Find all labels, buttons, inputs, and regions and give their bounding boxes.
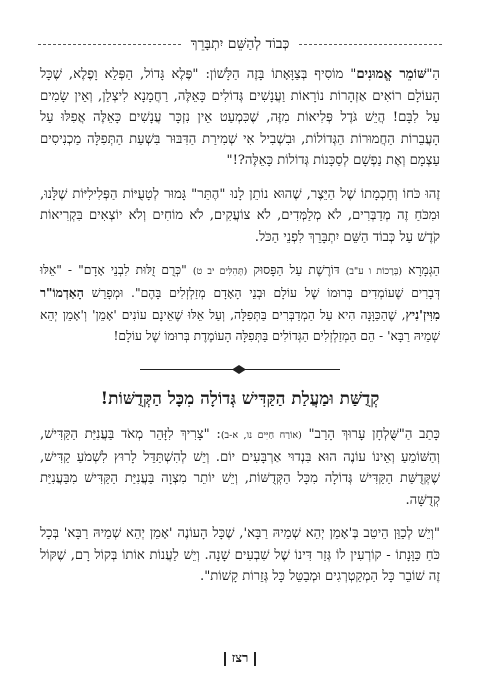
page-body [40, 64, 440, 600]
p3-text-1: דּוֹרֶשֶׁת עַל הַפָּסוּק [247, 263, 346, 277]
p3-text-3: , שֶׁהַכַּוָּנָה הִיא עַל הַמְדַבְּרִים בַּתְּפִלָּה, וְעַל אֵלּוּ שֶׁאֵינָם עוֹנִים 'אָמֵן' וְ'אָמֵן יְהֵא שְׁמֵיהּ רַבָּא' - הֵם הַמְזַלְזְלִים הַגְּדוֹלִים בַּתְּפִלָּה הָעוֹמֶדֶת בְּרוּמוֹ שֶׁל עוֹלָם! [40, 308, 440, 343]
paragraph-1 [40, 64, 440, 172]
p4-lead: כָּתַב הַ"שֻּׁלְחָן עָרוּךְ הָרַב" [301, 427, 440, 442]
p1-quote: " מוֹסִיף בְּצַוָּאָתוֹ בָּזֶה הַלָּשׁוֹן: "פֶּלֶא גָּדוֹל, הַפְּלֵא וָפֶלֶא, שֶׁכָּל הָעוֹלָם רוֹאִים אַזְהָרוֹת נוֹרָאוֹת וַעֲנָשִׁים גְּדוֹלִים כָּאֵלֶּה, רַחֲמָנָא לִיצְלַן, וְאֵין שָׂמִים עַל לִבָּם! הֲיֵשׁ גֹּדֶל פְּלִיאוֹת מִזֶּה, שֶׁכִּמְעַט אֵין נִזְכָּר עֲנָשִׁים כָּאֵלֶּה אֲפִלּוּ עַל הָעֲבֵרוֹת הַחֲמוּרוֹת הַגְּדוֹלוֹת, וּבִשְׁבִיל אִי שְׁמִירַת הַדִּבּוּר בִּשְׁעַת הַתְּפִלָּה מַכְנִיסִים עַצְמָם וְאֶת נַפְשָׁם לְסַכָּנוֹת גְּדוֹלוֹת כָּאֵלֶּה?!" [40, 67, 440, 168]
paragraph-3 [40, 260, 440, 347]
page-number: רצז [231, 651, 249, 666]
page-footer [0, 650, 480, 666]
footer-bar-right [254, 652, 256, 666]
p3-rebbe: הָאַדְמוֹ"ר מִוִּיזְ'נִיץ [40, 285, 440, 322]
paragraph-2: זֶהוּ כֹּחוֹ וְחָכְמָתוֹ שֶׁל הַיֵּצֶר, שֶׁהוּא נוֹתֵן לָנוּ "הֶתֵּר" גָּמוּר לְטָעֻיּוֹת הַפְּלִילִיּוֹת שֶׁלָּנוּ, וּמִכֹּחַ זֶה מְדַבְּרִים, לֹא מְלַמְּדִים, לֹא צוֹעֲקִים, לֹא מוֹחִים וְלֹא יוֹצְאִים בִּקְרִיאוֹת קֹדֶשׁ עַל כְּבוֹד הַשֵּׁם יִתְבָּרֵךְ לִפְנֵי הַכֹּל. [40, 186, 440, 245]
section-heading: קְדֻשַּׁת וּמַעֲלַת הַקַּדִּישׁ גְּדוֹלָה מִכָּל הַקְּדֻשּׁוֹת! [100, 389, 380, 409]
header-rule-left [38, 44, 181, 45]
running-header [38, 34, 442, 54]
divider-diamond-icon [232, 365, 246, 374]
header-rule-right [299, 44, 442, 45]
p3-source-2: (תְּהִלִּים יב ט) [192, 266, 248, 277]
section-divider [140, 365, 340, 374]
p3-text-2: "כְּרֻם זֻלּוּת לִבְנֵי אָדָם" - "אֵלּוּ דְּבָרִים שֶׁעוֹמְדִים בְּרוּמוֹ שֶׁל עוֹלָם וּבְנֵי הָאָדָם מְזַלְזְלִים בָּהֶם". וּמְפָרֵשׁ [40, 263, 440, 300]
p4-quote: : "צָרִיךְ לִזָּהֵר מְאֹד בַּעֲנִיַּת הַקַּדִּישׁ, וְהַשּׁוֹמֵעַ וְאֵינוֹ עוֹנֶה הוּא בִּנְדוּי אַרְבָּעִים יוֹם. וְיֵשׁ לְהִשְׁתַּדֵּל לָרוּץ לִשְׁמֹעַ קַדִּישׁ, שֶׁקְּדֻשַּׁת הַקַּדִּישׁ גְּדוֹלָה מִכָּל הַקְּדֻשּׁוֹת, וְיֵשׁ יוֹתֵר מִצְוָה בַּעֲנִיַּת הַקַּדִּישׁ מִבַּעֲנִיַּת קְדֻשָּׁה. [40, 427, 440, 508]
running-header-title: כְּבוֹד לְהַשֵּׁם יִתְבָּרֵךְ [190, 35, 290, 52]
p3-lead: הַגְּמָרָא [402, 263, 440, 277]
p3-source-1: (בְּרָכוֹת ו ע"ב) [345, 266, 403, 277]
p1-author: שּׁוֹמֵר אֱמוּנִים [356, 67, 427, 82]
paragraph-5: "וְיֵשׁ לְכַוֵּן הֵיטֵב בְּ'אָמֵן יְהֵא שְׁמֵיהּ רַבָּא', שֶׁכָּל הָעוֹנֶה 'אָמֵן יְהֵא שְׁמֵיהּ רַבָּא' בְּכָל כֹּחַ כַּוָּנָתוֹ - קוֹרְעִין לוֹ גְּזַר דִּינוֹ שֶׁל שִׁבְעִים שָׁנָה. וְיֵשׁ לַעֲנוֹת אוֹתוֹ בְּקוֹל רָם, שֶׁקּוֹל זֶה שׁוֹבֵר כָּל הַמְקַטְרְגִים וּמְבַטֵּל כָּל גְּזֵרוֹת קָשׁוֹת". [40, 526, 440, 584]
p1-lead: הַ" [426, 67, 440, 82]
p4-source: (אוֹרַח חַיִּים נו, א-ב) [220, 430, 302, 441]
footer-bar-left [224, 652, 226, 666]
paragraph-4 [40, 424, 440, 511]
